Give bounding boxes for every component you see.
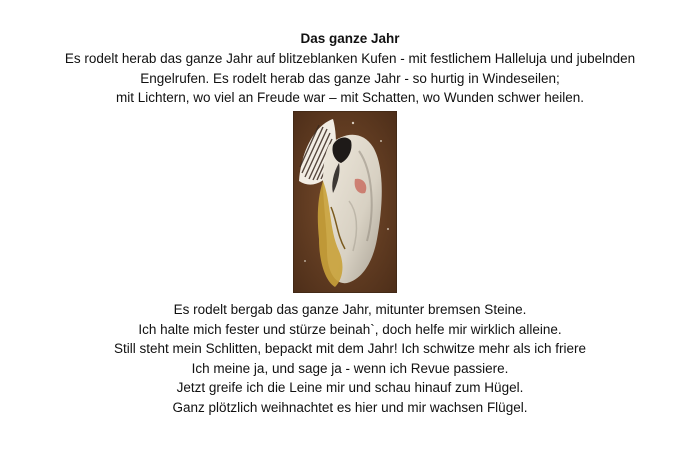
poem-line: Es rodelt herab das ganze Jahr auf blitzeblanken Kufen - mit festlichem Halleluja und jubelnden bbox=[64, 51, 636, 66]
poem-line: Es rodelt bergab das ganze Jahr, mitunter bremsen Steine. bbox=[173, 302, 527, 317]
stanza-1 bbox=[0, 49, 700, 108]
poem-line: Engelrufen. Es rodelt herab das ganze Jahr - so hurtig in Windeseilen; bbox=[140, 70, 560, 86]
stanza-2 bbox=[0, 300, 700, 417]
poem-line: Still steht mein Schlitten, bepackt mit dem Jahr! Ich schwitze mehr als ich friere bbox=[114, 341, 586, 356]
angel-painting-illustration bbox=[293, 111, 397, 293]
poem-title: Das ganze Jahr bbox=[300, 31, 400, 46]
poem-line: mit Lichtern, wo viel an Freude war – mit Schatten, wo Wunden schwer heilen. bbox=[116, 90, 584, 105]
poem-line: Ich meine ja, und sage ja - wenn ich Revue passiere. bbox=[191, 360, 509, 376]
poem-line: Ganz plötzlich weihnachtet es hier und mir wachsen Flügel. bbox=[172, 399, 528, 415]
poem-line: Jetzt greife ich die Leine mir und schau hinauf zum Hügel. bbox=[176, 380, 524, 395]
angel-painting-image bbox=[293, 111, 397, 293]
poem-line: Ich halte mich fester und stürze beinah`, doch helfe mir wirklich alleine. bbox=[138, 321, 562, 337]
